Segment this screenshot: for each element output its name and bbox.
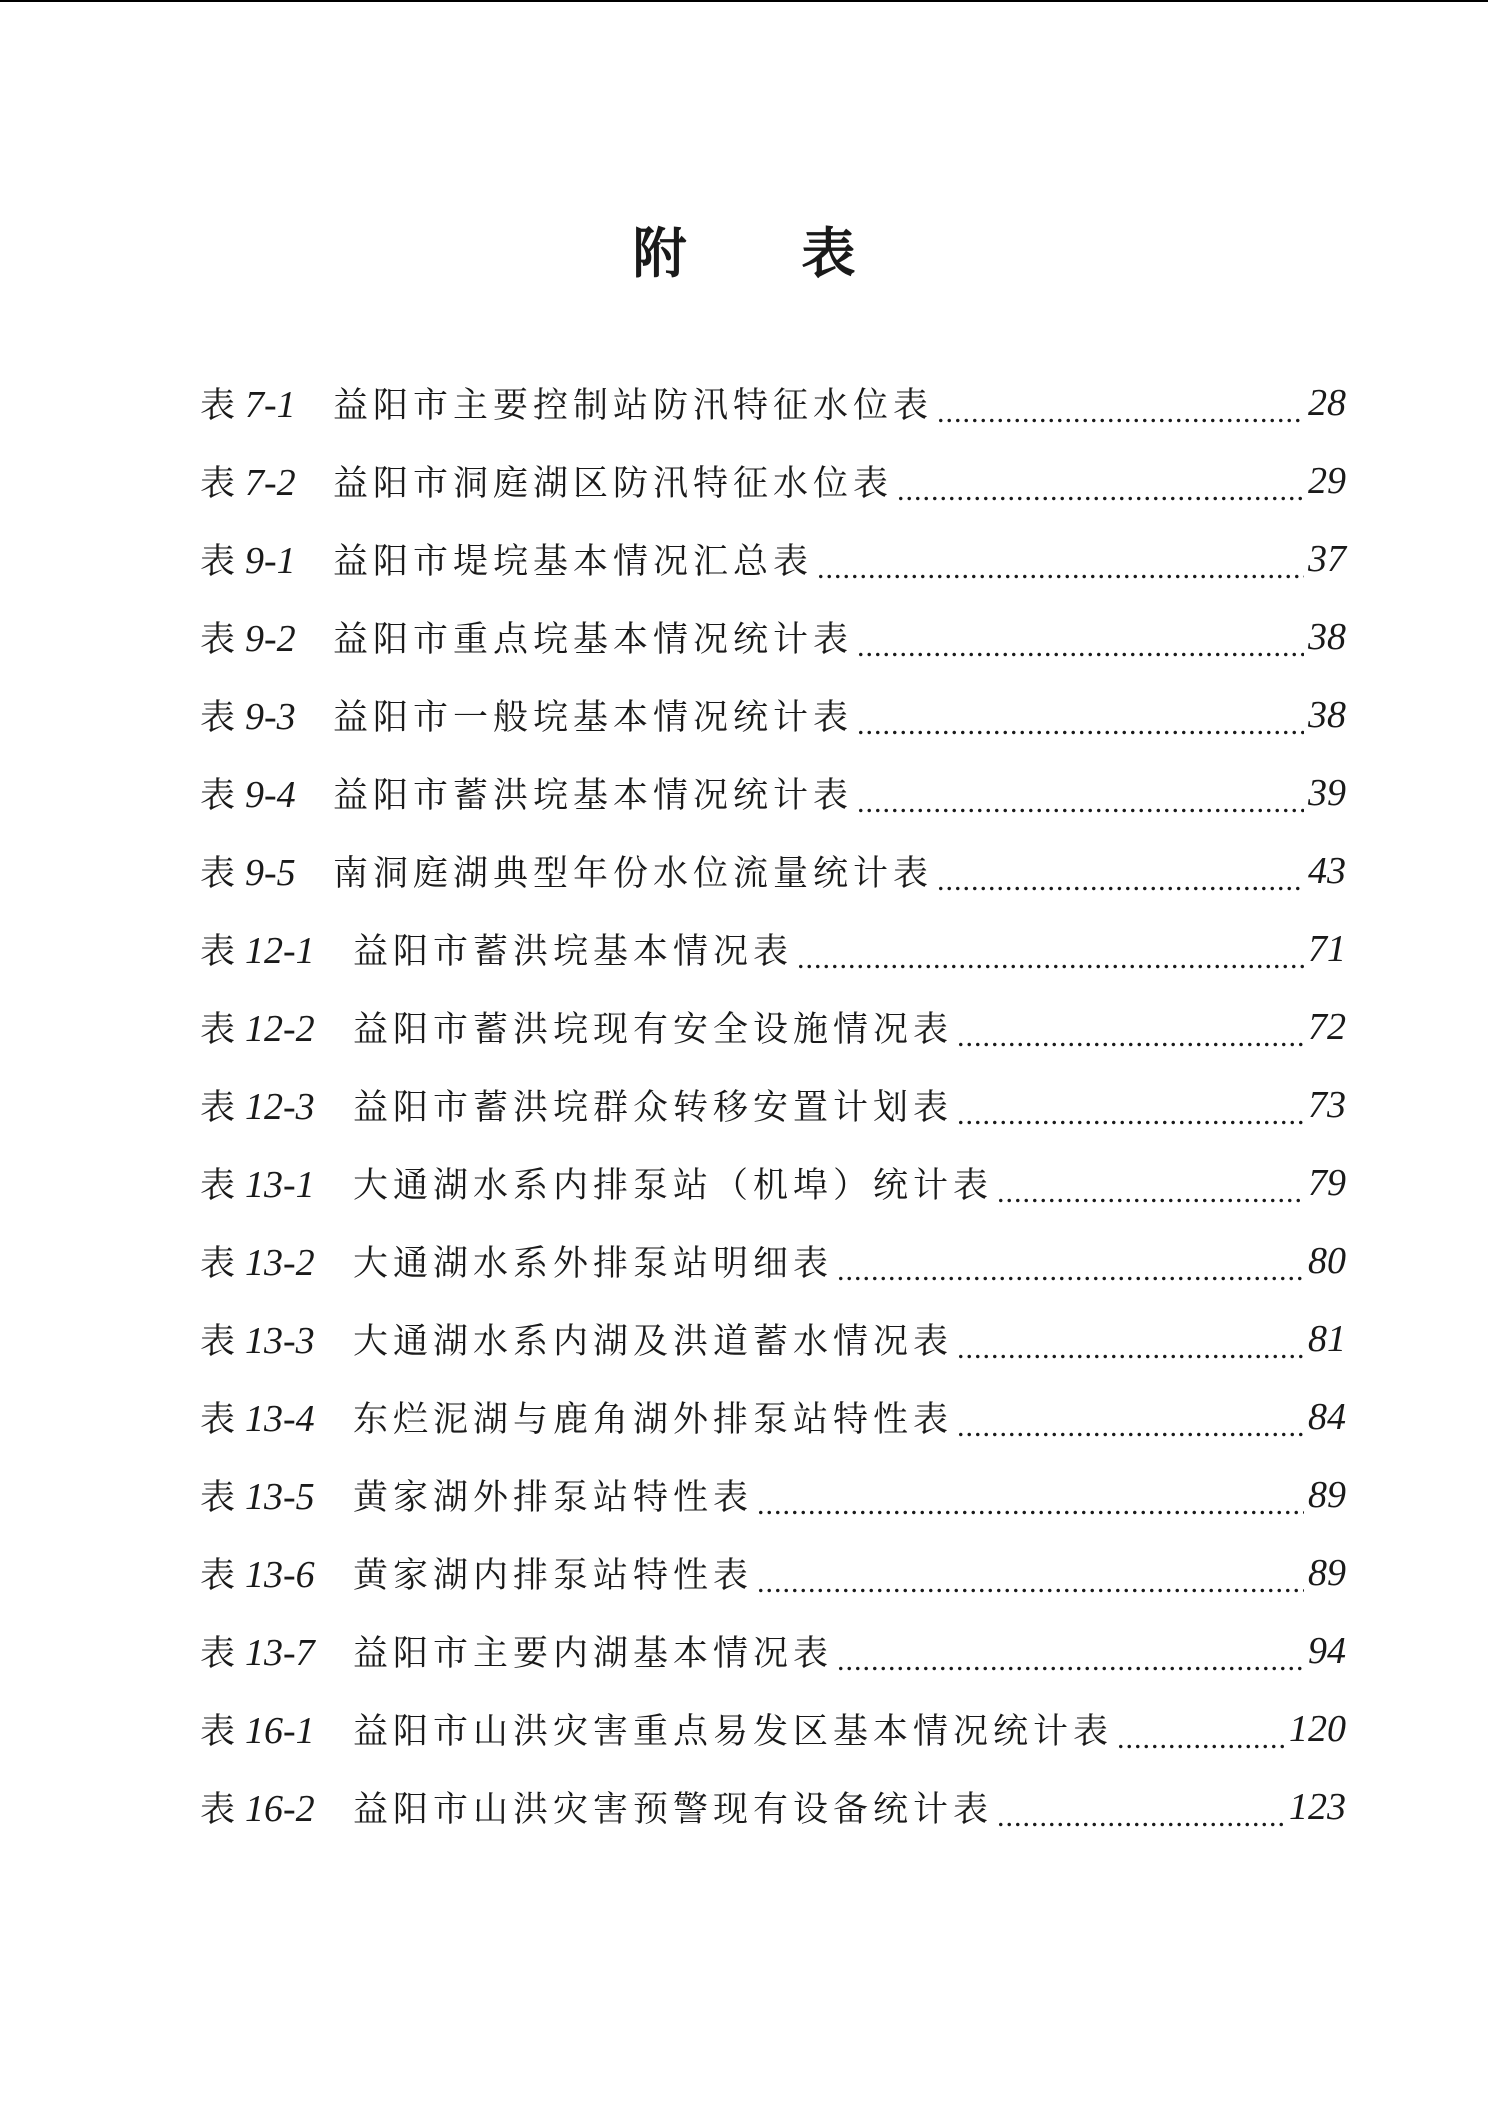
toc-entry-prefix: 表 <box>200 1478 236 1518</box>
toc-dot-leader <box>957 1410 1304 1440</box>
toc-entry-title: 益阳市主要内湖基本情况表 <box>353 1634 834 1674</box>
toc-entry-page-number: 89 <box>1308 1474 1346 1516</box>
toc-entry-label <box>200 1392 353 1442</box>
toc-dot-leader <box>937 396 1304 426</box>
toc-entry-number: 16-1 <box>245 1710 315 1752</box>
toc-entry-number: 9-1 <box>245 540 296 582</box>
toc-entry-label <box>200 456 333 506</box>
toc-entry[interactable] <box>200 1222 1346 1300</box>
toc-dot-leader <box>937 864 1304 894</box>
toc-entry-title: 益阳市蓄洪垸基本情况表 <box>353 932 794 972</box>
toc-entry-page-number: 72 <box>1308 1006 1346 1048</box>
toc-entry-title: 黄家湖外排泵站特性表 <box>353 1478 754 1518</box>
toc-entry-label <box>200 846 333 896</box>
toc-entry-title: 益阳市蓄洪垸群众转移安置计划表 <box>353 1088 954 1128</box>
toc-entry[interactable] <box>200 1066 1346 1144</box>
toc-dot-leader <box>997 1800 1285 1830</box>
toc-entry-prefix: 表 <box>200 1244 236 1284</box>
toc-entry-number: 9-2 <box>245 618 296 660</box>
toc-entry-number: 9-3 <box>245 696 296 738</box>
toc-entry[interactable] <box>200 598 1346 676</box>
toc-entry[interactable] <box>200 1456 1346 1534</box>
toc-dot-leader <box>997 1176 1304 1206</box>
toc-dot-leader <box>857 708 1304 738</box>
toc-entry-number: 13-5 <box>245 1476 315 1518</box>
toc-dot-leader <box>897 474 1304 504</box>
toc-entry-prefix: 表 <box>200 776 236 816</box>
toc-entry-prefix: 表 <box>200 1088 236 1128</box>
toc-dot-leader <box>837 1644 1304 1674</box>
toc-entry-title: 大通湖水系内湖及洪道蓄水情况表 <box>353 1322 954 1362</box>
toc-entry-title: 益阳市堤垸基本情况汇总表 <box>333 542 814 582</box>
toc-entry-number: 13-6 <box>245 1554 315 1596</box>
toc-entry-page-number: 81 <box>1308 1318 1346 1360</box>
toc-entry-prefix: 表 <box>200 386 236 426</box>
toc-entry[interactable] <box>200 1300 1346 1378</box>
toc-entry-page-number: 43 <box>1308 850 1346 892</box>
toc-entry-page-number: 89 <box>1308 1552 1346 1594</box>
toc-entry[interactable] <box>200 1690 1346 1768</box>
toc-entry-label <box>200 1314 353 1364</box>
toc-entry[interactable] <box>200 988 1346 1066</box>
toc-entry-title: 大通湖水系内排泵站（机埠）统计表 <box>353 1166 994 1206</box>
toc-entry[interactable] <box>200 520 1346 598</box>
toc-dot-leader <box>957 1020 1304 1050</box>
toc-dot-leader <box>757 1488 1304 1518</box>
toc-entry-number: 13-1 <box>245 1164 315 1206</box>
toc-entry-page-number: 71 <box>1308 928 1346 970</box>
toc-entry-label <box>200 768 333 818</box>
toc-entry-page-number: 28 <box>1308 382 1346 424</box>
toc-dot-leader <box>757 1566 1304 1596</box>
toc-entry-page-number: 38 <box>1308 694 1346 736</box>
toc-entry-number: 9-4 <box>245 774 296 816</box>
toc-entry-label <box>200 1470 353 1520</box>
toc-entry-label <box>200 1704 353 1754</box>
toc-entry[interactable] <box>200 1768 1346 1846</box>
toc-entry-prefix: 表 <box>200 464 236 504</box>
toc-entry-prefix: 表 <box>200 854 236 894</box>
toc-entry-title: 黄家湖内排泵站特性表 <box>353 1556 754 1596</box>
toc-entry-title: 益阳市洞庭湖区防汛特征水位表 <box>333 464 894 504</box>
toc-entry-prefix: 表 <box>200 1790 236 1830</box>
toc-entry-label <box>200 1548 353 1598</box>
toc-entry-prefix: 表 <box>200 1634 236 1674</box>
toc-entry[interactable] <box>200 676 1346 754</box>
toc-entry-title: 东烂泥湖与鹿角湖外排泵站特性表 <box>353 1400 954 1440</box>
top-border-line <box>0 0 1488 2</box>
toc-entry-label <box>200 1626 353 1676</box>
toc-dot-leader <box>1117 1722 1285 1752</box>
toc-entry-prefix: 表 <box>200 1712 236 1752</box>
toc-entry-number: 13-4 <box>245 1398 315 1440</box>
toc-dot-leader <box>817 552 1304 582</box>
toc-entry-title: 南洞庭湖典型年份水位流量统计表 <box>333 854 934 894</box>
toc-entry-label <box>200 1080 353 1130</box>
toc-entry-page-number: 123 <box>1289 1786 1346 1828</box>
toc-entry-title: 益阳市蓄洪垸基本情况统计表 <box>333 776 854 816</box>
toc-entry-prefix: 表 <box>200 542 236 582</box>
toc-entry[interactable] <box>200 1612 1346 1690</box>
toc-dot-leader <box>957 1332 1304 1362</box>
toc-entry[interactable] <box>200 1144 1346 1222</box>
toc-entry[interactable] <box>200 442 1346 520</box>
toc-entry-number: 9-5 <box>245 852 296 894</box>
toc-entry-title: 益阳市山洪灾害重点易发区基本情况统计表 <box>353 1712 1114 1752</box>
toc-entry-title: 益阳市主要控制站防汛特征水位表 <box>333 386 934 426</box>
toc-entry-number: 13-3 <box>245 1320 315 1362</box>
toc-entry-page-number: 80 <box>1308 1240 1346 1282</box>
toc-dot-leader <box>957 1098 1304 1128</box>
toc-entry[interactable] <box>200 364 1346 442</box>
toc-dot-leader <box>797 942 1304 972</box>
toc-entry-label <box>200 1782 353 1832</box>
toc-entry-page-number: 38 <box>1308 616 1346 658</box>
toc-entry-number: 7-2 <box>245 462 296 504</box>
toc-dot-leader <box>857 630 1304 660</box>
toc-entry-label <box>200 612 333 662</box>
toc-entry-prefix: 表 <box>200 932 236 972</box>
toc-entry-page-number: 37 <box>1308 538 1346 580</box>
toc-entry-page-number: 73 <box>1308 1084 1346 1126</box>
toc-entry[interactable] <box>200 1378 1346 1456</box>
toc-dot-leader <box>857 786 1304 816</box>
toc-entry-label <box>200 690 333 740</box>
toc-entry[interactable] <box>200 832 1346 910</box>
toc-entry-label <box>200 378 333 428</box>
toc-entry-prefix: 表 <box>200 698 236 738</box>
toc-entry-number: 13-2 <box>245 1242 315 1284</box>
toc-entry-label <box>200 534 333 584</box>
page-title: 附 表 <box>632 221 904 285</box>
toc-entry-prefix: 表 <box>200 1322 236 1362</box>
toc-entry-title: 益阳市蓄洪垸现有安全设施情况表 <box>353 1010 954 1050</box>
toc-entry-prefix: 表 <box>200 620 236 660</box>
toc-entry-prefix: 表 <box>200 1010 236 1050</box>
toc-dot-leader <box>837 1254 1304 1284</box>
toc-entry-title: 益阳市山洪灾害预警现有设备统计表 <box>353 1790 994 1830</box>
toc-entry-page-number: 84 <box>1308 1396 1346 1438</box>
toc-entry-label <box>200 1236 353 1286</box>
toc-entry-number: 13-7 <box>245 1632 315 1674</box>
toc-entry-page-number: 94 <box>1308 1630 1346 1672</box>
toc-entry-label <box>200 924 353 974</box>
toc-entry-prefix: 表 <box>200 1556 236 1596</box>
toc-entry-title: 益阳市一般垸基本情况统计表 <box>333 698 854 738</box>
table-of-contents <box>200 364 1346 1846</box>
toc-entry[interactable] <box>200 910 1346 988</box>
toc-entry-label <box>200 1002 353 1052</box>
toc-entry-prefix: 表 <box>200 1400 236 1440</box>
toc-entry[interactable] <box>200 754 1346 832</box>
toc-entry-page-number: 39 <box>1308 772 1346 814</box>
toc-entry-title: 益阳市重点垸基本情况统计表 <box>333 620 854 660</box>
toc-entry-number: 12-2 <box>245 1008 315 1050</box>
toc-entry-number: 7-1 <box>245 384 296 426</box>
toc-entry-title: 大通湖水系外排泵站明细表 <box>353 1244 834 1284</box>
toc-entry-page-number: 120 <box>1289 1708 1346 1750</box>
toc-entry[interactable] <box>200 1534 1346 1612</box>
toc-entry-page-number: 29 <box>1308 460 1346 502</box>
toc-entry-number: 12-1 <box>245 930 315 972</box>
toc-entry-prefix: 表 <box>200 1166 236 1206</box>
toc-entry-label <box>200 1158 353 1208</box>
toc-entry-number: 16-2 <box>245 1788 315 1830</box>
toc-entry-page-number: 79 <box>1308 1162 1346 1204</box>
toc-entry-number: 12-3 <box>245 1086 315 1128</box>
